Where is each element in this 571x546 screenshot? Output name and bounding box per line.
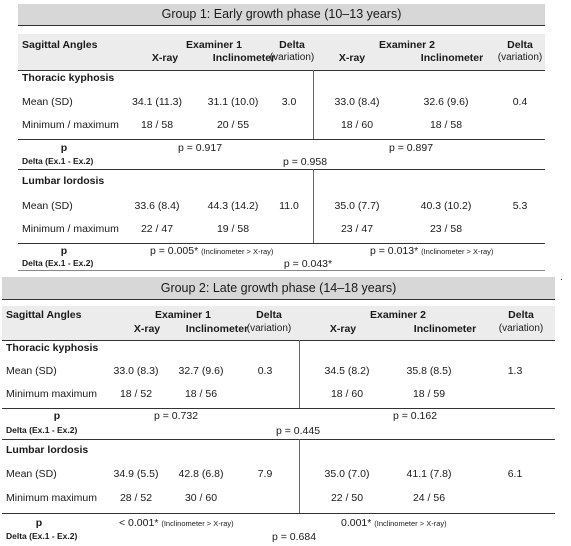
p-value: p = 0.005* [150,245,199,257]
p-value-examiner1 [150,245,273,257]
col-delta: Delta [507,39,533,51]
divider [18,25,545,26]
cell-value: 18 / 58 [429,119,463,131]
cell-value: 18 / 60 [330,388,364,400]
cell-value: 34.9 (5.5) [113,468,159,480]
divider [2,340,555,341]
p-value-examiner1 [119,517,234,529]
group2-table [2,277,555,544]
stray-mark: . [560,272,563,283]
cell-value: 41.1 (7.8) [406,468,452,480]
col-xray: X-ray [151,52,179,64]
p-value-delta: p = 0.958 [282,156,328,168]
divider [18,139,545,140]
col-xray: X-ray [133,323,161,335]
delta-ex1-ex2-label: Delta (Ex.1 - Ex.2) [6,425,78,435]
cell-value: 7.9 [257,468,273,480]
p-value-examiner1: p = 0.732 [153,410,199,422]
cell-value: 34.5 (8.2) [324,365,370,377]
cell-value: 31.1 (10.0) [207,96,259,108]
col-inclinometer: Inclinometer [212,52,276,64]
p-value-examiner2: p = 0.162 [392,410,438,422]
delta-ex1-ex2-label: Delta (Ex.1 - Ex.2) [22,258,94,268]
cell-value: 0.4 [512,96,528,108]
section-thoracic-kyphosis: Thoracic kyphosis [22,72,115,84]
cell-value: 35.0 (7.7) [334,200,380,212]
col-examiner2: Examiner 2 [369,309,427,321]
row-label-mean: Mean (SD) [6,468,57,480]
cell-value: 35.0 (7.0) [324,468,370,480]
p-label: p [60,245,68,257]
cell-value: 5.3 [512,200,528,212]
p-value: < 0.001* [119,517,159,529]
cell-value: 33.6 (8.4) [134,200,180,212]
col-inclinometer: Inclinometer [185,323,249,335]
col-variation: (variation) [497,52,543,63]
cell-value: 24 / 56 [412,492,446,504]
delta-ex1-ex2-label: Delta (Ex.1 - Ex.2) [22,156,94,166]
section-lumbar-lordosis: Lumbar lordosis [6,444,89,456]
cell-value: 3.0 [281,96,297,108]
col-xray: X-ray [329,323,357,335]
cell-value: 40.3 (10.2) [420,200,472,212]
cell-value: 0.3 [257,365,273,377]
divider [2,439,555,440]
cell-value: 32.7 (9.6) [178,365,224,377]
p-value-examiner1: p = 0.917 [177,142,223,154]
row-label-minmax: Minimum / maximum [22,119,119,131]
p-value-delta: p = 0.445 [275,425,321,437]
divider [2,408,555,409]
p-value-examiner2 [370,245,493,257]
divider [299,340,300,408]
p-value-delta: p = 0.043* [283,258,333,270]
divider [313,169,314,243]
group2-title: Group 2: Late growth phase (14–18 years) [2,277,555,299]
p-value-examiner2 [341,517,447,529]
p-note: (Inclinometer > X-ray) [201,247,274,256]
col-inclinometer: Inclinometer [420,52,484,64]
cell-value: 34.1 (11.3) [131,96,183,108]
p-note: (Inclinometer > X-ray) [161,519,234,528]
divider [2,299,555,300]
divider [18,270,545,271]
cell-value: 18 / 52 [119,388,153,400]
p-value-delta: p = 0.684 [271,531,317,543]
row-label-minmax: Minimum / maximum [22,223,119,235]
cell-value: 22 / 50 [330,492,364,504]
cell-value: 11.0 [279,200,299,212]
col-inclinometer: Inclinometer [413,323,477,335]
row-label-mean: Mean (SD) [6,365,57,377]
cell-value: 33.0 (8.3) [113,365,159,377]
col-examiner1: Examiner 1 [154,309,212,321]
col-variation: (variation) [498,323,544,334]
cell-value: 32.6 (9.6) [423,96,469,108]
p-note: (Inclinometer > X-ray) [421,247,494,256]
col-variation: (variation) [269,52,315,63]
p-note: (Inclinometer > X-ray) [374,519,447,528]
cell-value: 20 / 55 [216,119,250,131]
cell-value: 6.1 [507,468,523,480]
cell-value: 23 / 47 [340,223,374,235]
cell-value: 35.8 (8.5) [406,365,452,377]
col-examiner1: Examiner 1 [185,39,243,51]
cell-value: 18 / 59 [412,388,446,400]
row-label-mean: Mean (SD) [22,96,73,108]
col-delta: Delta [508,309,534,321]
cell-value: 42.8 (6.8) [178,468,224,480]
p-label: p [60,142,68,154]
divider [18,169,545,170]
group1-table [18,4,545,271]
section-thoracic-kyphosis: Thoracic kyphosis [6,342,99,354]
p-value-examiner2: p = 0.897 [388,142,434,154]
delta-ex1-ex2-label: Delta (Ex.1 - Ex.2) [6,531,78,541]
divider [2,513,555,514]
cell-value: 19 / 58 [216,223,250,235]
divider [313,70,314,139]
cell-value: 18 / 56 [184,388,218,400]
row-label-mean: Mean (SD) [22,200,73,212]
cell-value: 22 / 47 [140,223,174,235]
cell-value: 18 / 58 [140,119,174,131]
col-xray: X-ray [338,52,366,64]
p-label: p [35,517,43,529]
cell-value: 18 / 60 [340,119,374,131]
section-lumbar-lordosis: Lumbar lordosis [22,175,105,187]
col-sagittal-angles: Sagittal Angles [22,39,98,51]
cell-value: 33.0 (8.4) [334,96,380,108]
col-delta: Delta [256,309,282,321]
col-delta: Delta [279,39,305,51]
col-variation: (variation) [246,323,292,334]
col-sagittal-angles: Sagittal Angles [6,309,82,321]
divider [18,243,545,244]
divider [18,70,545,71]
cell-value: 23 / 58 [429,223,463,235]
row-label-minmax: Minimum maximum [6,388,98,400]
cell-value: 30 / 60 [184,492,218,504]
divider [299,439,300,513]
p-value: p = 0.013* [370,245,419,257]
cell-value: 1.3 [507,365,523,377]
p-label: p [53,410,61,422]
cell-value: 44.3 (14.2) [207,200,259,212]
row-label-minmax: Minimum maximum [6,492,98,504]
group1-title: Group 1: Early growth phase (10–13 years) [18,4,545,25]
col-examiner2: Examiner 2 [378,39,436,51]
p-value: 0.001* [341,517,372,529]
cell-value: 28 / 52 [119,492,153,504]
